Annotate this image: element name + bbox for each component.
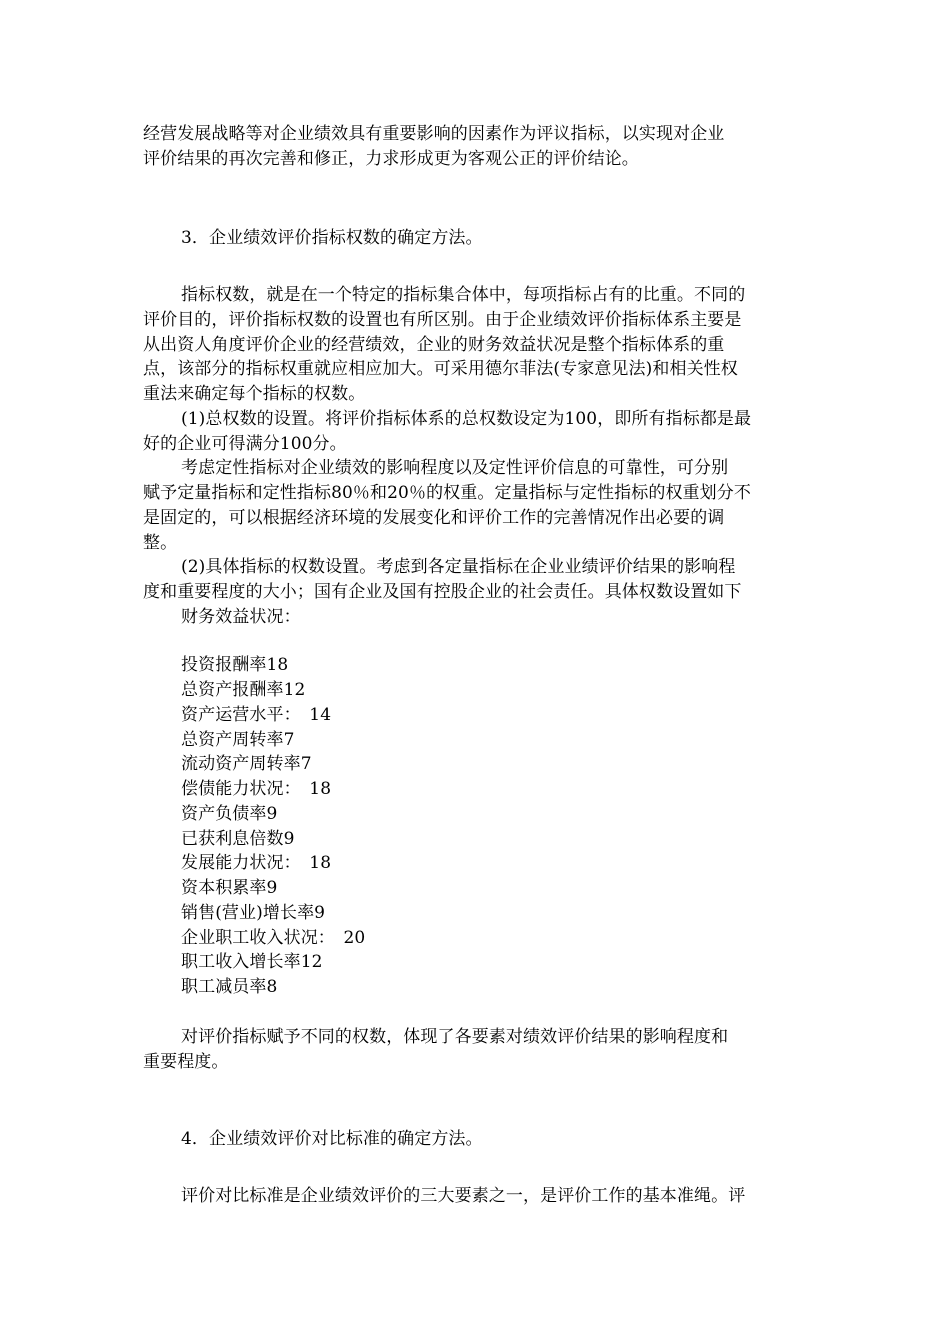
weight-item: 总资产报酬率12 (181, 680, 306, 700)
weight-item: 投资报酬率18 (181, 655, 289, 675)
weight-item: 销售(营业)增长率9 (181, 903, 326, 923)
section4-para-line: 评价对比标准是企业绩效评价的三大要素之一，是评价工作的基本准绳。评 (181, 1186, 746, 1206)
qualitative-line: 整。 (143, 533, 178, 553)
weight-item: 总资产周转率7 (181, 730, 295, 750)
weight-item: 已获利息倍数9 (181, 829, 295, 849)
weight-item: 资产负债率9 (181, 804, 278, 824)
section3-para-line: 从出资人角度评价企业的经营绩效，企业的财务效益状况是整个指标体系的重 (143, 335, 725, 355)
weight-item: 职工收入增长率12 (181, 952, 323, 972)
section4-heading: 4．企业绩效评价对比标准的确定方法。 (181, 1129, 483, 1149)
weight-item: 发展能力状况： 18 (181, 853, 332, 873)
intro-line: 经营发展战略等对企业绩效具有重要影响的因素作为评议指标，以实现对企业 (143, 124, 725, 144)
qualitative-line: 是固定的，可以根据经济环境的发展变化和评价工作的完善情况作出必要的调 (143, 508, 725, 528)
specific-weight-line: 财务效益状况： (181, 607, 301, 627)
specific-weight-line: (2)具体指标的权数设置。考虑到各定量指标在企业业绩评价结果的影响程 (181, 557, 736, 577)
conclusion-line: 对评价指标赋予不同的权数，体现了各要素对绩效评价结果的影响程度和 (181, 1027, 729, 1047)
qualitative-line: 考虑定性指标对企业绩效的影响程度以及定性评价信息的可靠性，可分别 (181, 458, 729, 478)
section3-para-line: 指标权数，就是在一个特定的指标集合体中，每项指标占有的比重。不同的 (181, 285, 746, 305)
section3-para-line: 评价目的，评价指标权数的设置也有所区别。由于企业绩效评价指标体系主要是 (143, 310, 742, 330)
qualitative-line: 赋予定量指标和定性指标80％和20％的权重。定量指标与定性指标的权重划分不 (143, 483, 751, 503)
section3-para-line: 点，该部分的指标权重就应相应加大。可采用德尔菲法(专家意见法)和相关性权 (143, 359, 738, 379)
intro-line: 评价结果的再次完善和修正，力求形成更为客观公正的评价结论。 (143, 149, 639, 169)
total-weight-line: 好的企业可得满分100分。 (143, 434, 347, 454)
weight-item: 企业职工收入状况： 20 (181, 928, 366, 948)
conclusion-line: 重要程度。 (143, 1052, 229, 1072)
total-weight-line: (1)总权数的设置。将评价指标体系的总权数设定为100，即所有指标都是最 (181, 409, 752, 429)
weight-item: 资产运营水平： 14 (181, 705, 332, 725)
weight-item: 流动资产周转率7 (181, 754, 312, 774)
weight-item: 偿债能力状况： 18 (181, 779, 332, 799)
section3-heading: 3．企业绩效评价指标权数的确定方法。 (181, 228, 483, 248)
weight-item: 职工减员率8 (181, 977, 278, 997)
weight-item: 资本积累率9 (181, 878, 278, 898)
section3-para-line: 重法来确定每个指标的权数。 (143, 384, 366, 404)
specific-weight-line: 度和重要程度的大小；国有企业及国有控股企业的社会责任。具体权数设置如下 (143, 582, 742, 602)
